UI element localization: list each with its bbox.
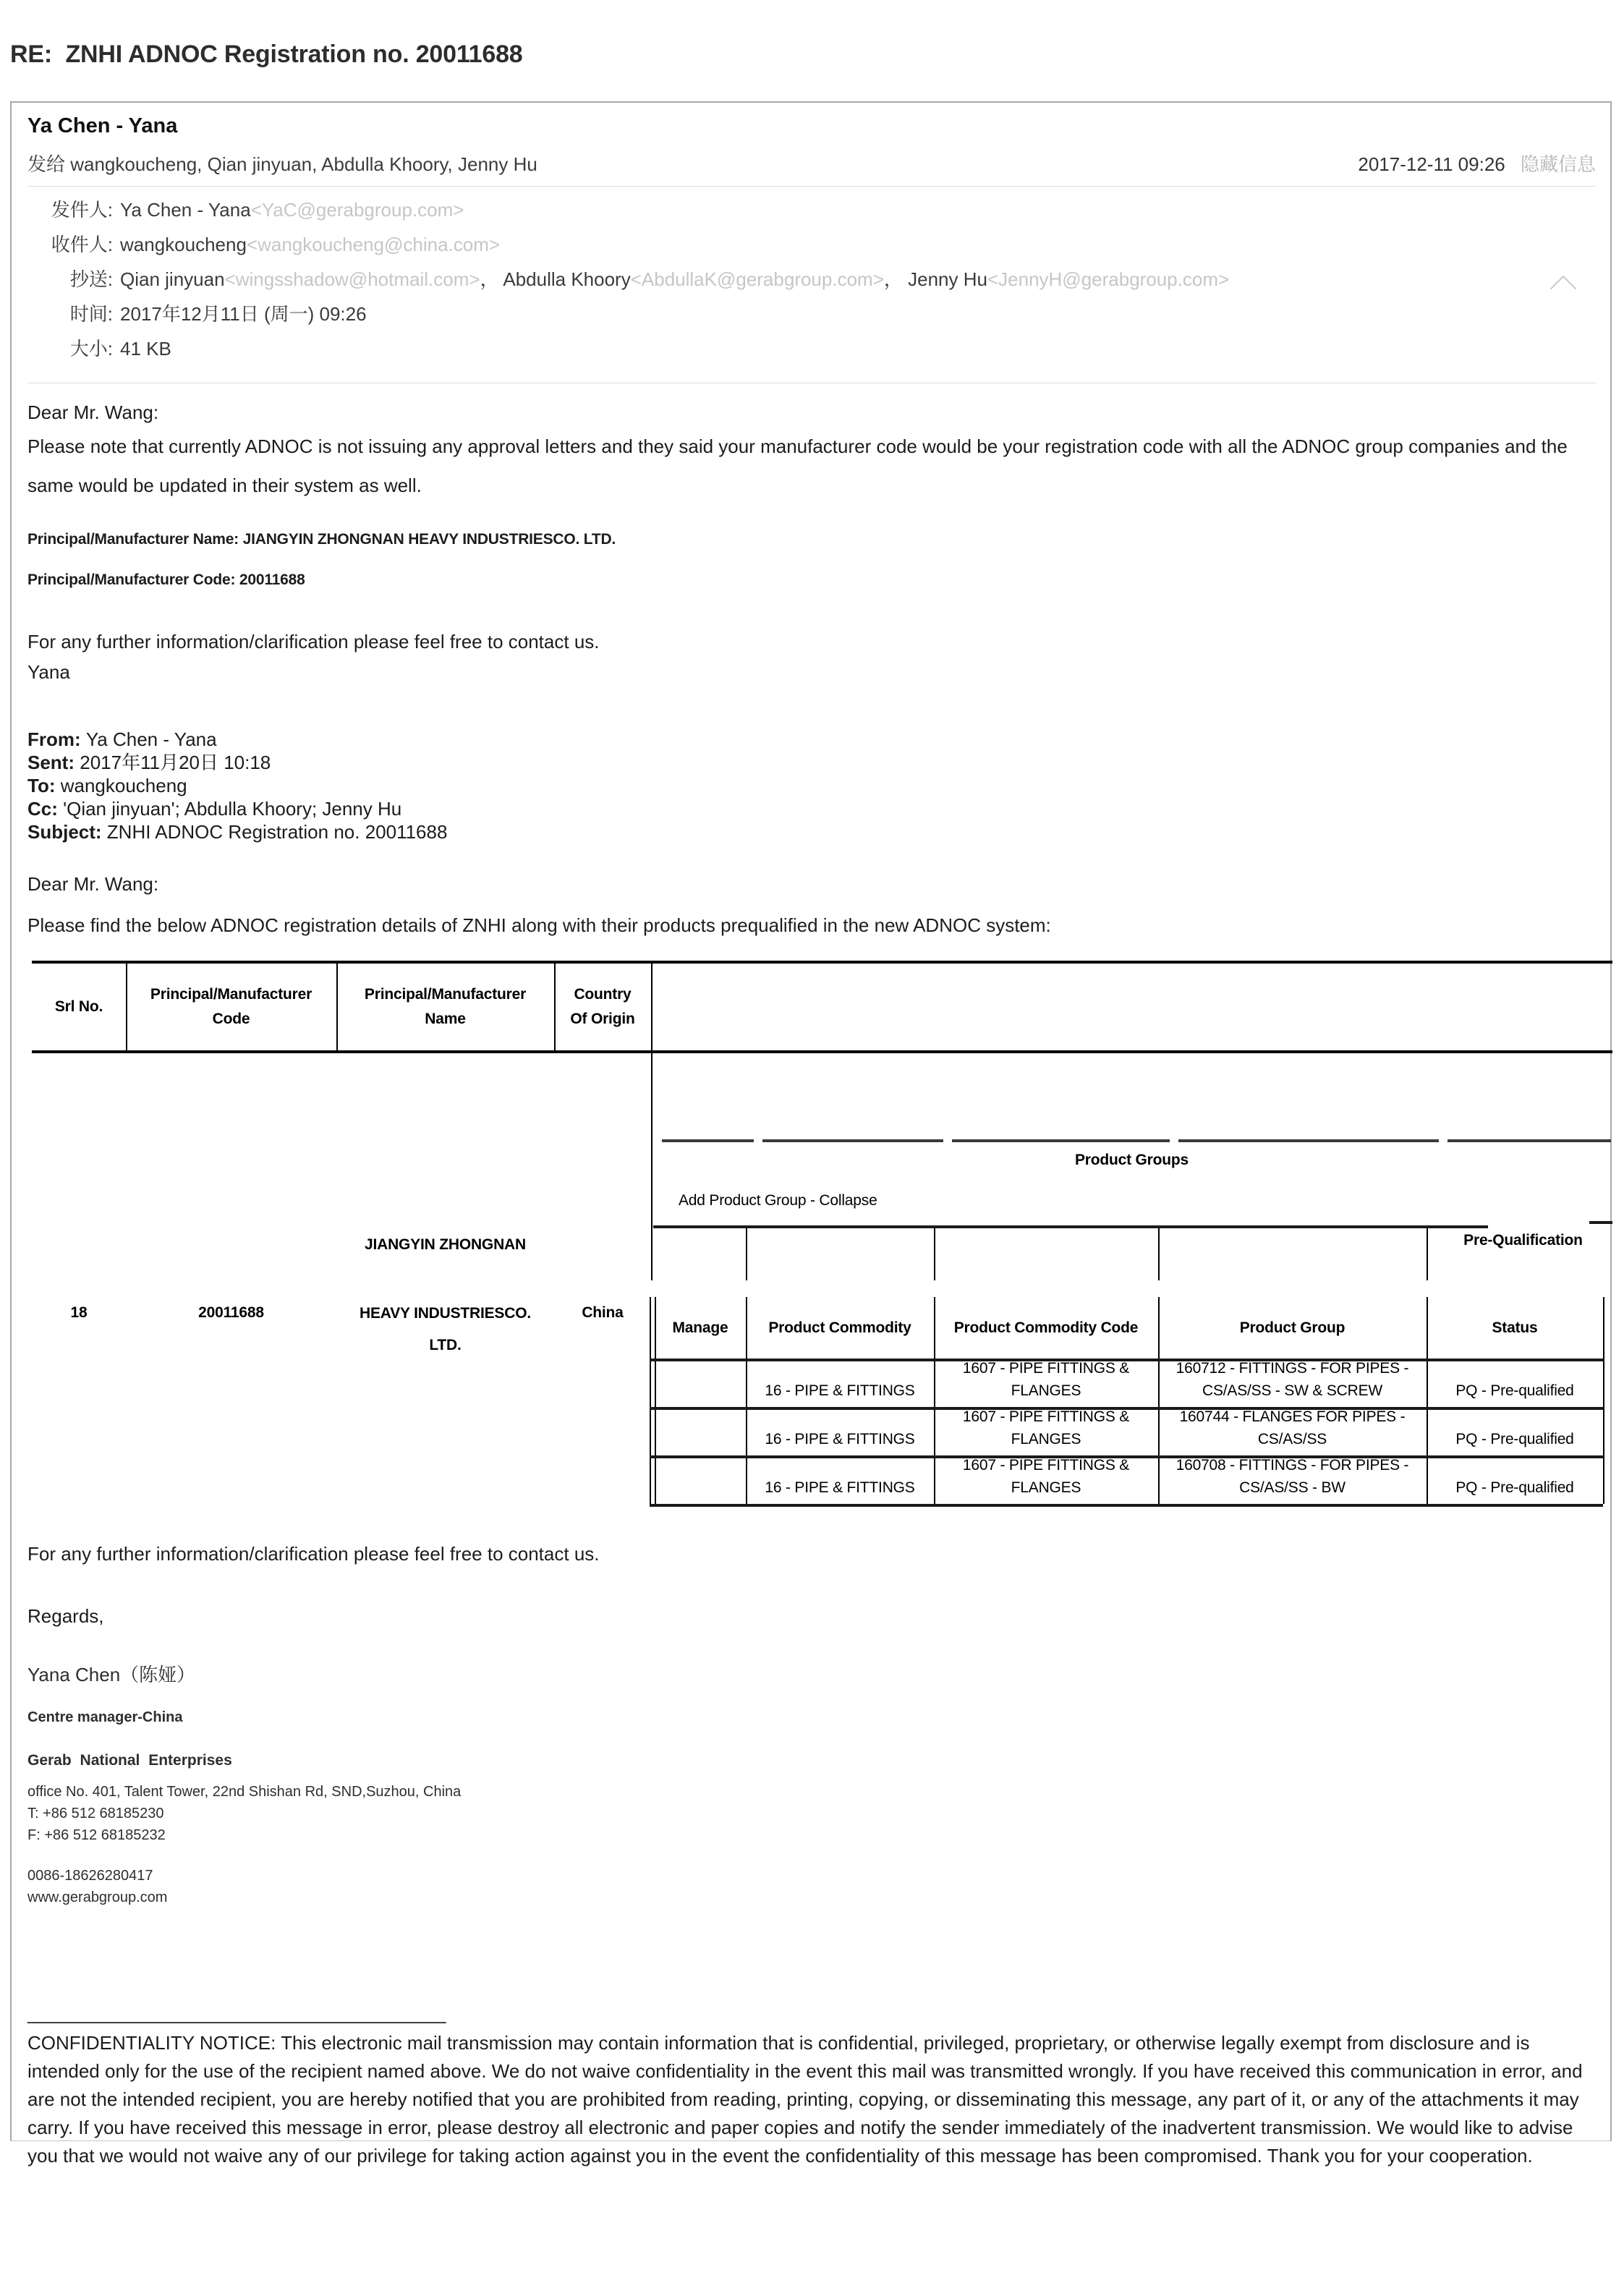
quoted-header <box>27 728 1596 843</box>
subheader-product-commodity: Product Commodity <box>768 1319 911 1336</box>
signature-name: Yana Chen（陈娅） <box>27 1664 196 1685</box>
subheader-product-group: Product Group <box>1239 1319 1345 1336</box>
to-email: <wangkoucheng@china.com> <box>246 234 501 255</box>
from-value <box>120 192 464 227</box>
cc-name-1: Qian jinyuan <box>120 268 225 290</box>
from-name: Ya Chen - Yana <box>120 199 251 221</box>
row-srl-value: 18 <box>70 1304 88 1321</box>
cell-product-commodity: 16 - PIPE & FITTINGS <box>765 1431 915 1447</box>
pre-qualification-header: Pre-Qualification <box>1463 1232 1583 1249</box>
signature-website[interactable]: www.gerabgroup.com <box>27 1889 168 1905</box>
meta-from-row <box>27 192 1596 227</box>
to-meta-label: 收件人: <box>51 234 113 255</box>
quoted-from-value: Ya Chen - Yana <box>85 728 217 750</box>
cell-product-commodity-code: 1607 - PIPE FITTINGS & FLANGES <box>962 1360 1130 1399</box>
quoted-to-value: wangkoucheng <box>60 775 187 796</box>
size-value: 41 KB <box>120 338 171 360</box>
email-date: 2017-12-11 09:26 <box>1358 153 1505 175</box>
header-manufacturer-code: Principal/Manufacturer Code <box>150 986 313 1027</box>
prequal-top-border <box>1589 1221 1612 1224</box>
from-label: 发件人: <box>51 199 113 221</box>
cc-name-2: Abdulla Khoory <box>503 268 631 290</box>
from-email: <YaC@gerabgroup.com> <box>250 199 464 221</box>
nested-outer-border <box>650 1297 651 1504</box>
header-srl-no: Srl No. <box>54 998 103 1015</box>
nested-col-sep <box>1427 1228 1428 1280</box>
subheader-status: Status <box>1492 1319 1538 1336</box>
col-sep <box>651 964 652 1050</box>
meta-to-row <box>27 227 1596 262</box>
nested-col-sep <box>746 1228 747 1280</box>
quoted-subject <box>27 820 1596 843</box>
dashed-border-segment <box>952 1139 1170 1142</box>
row-name-value: HEAVY INDUSTRIESCO. LTD. <box>360 1305 531 1353</box>
cc-name-3: Jenny Hu <box>908 268 987 290</box>
confidentiality-notice: CONFIDENTIALITY NOTICE: This electronic mail transmission may contain information that is confidential, privileged, proprietary, or otherwise legally exempt from disclosure and is intended only for the use of the recipient named above. We do not waive confidentiality in the event this mail was transmitted wrongly. If you have received this communication in error, and are not the intended recipient, you are hereby notified that you are prohibited from reading, printing, copying, or disseminating this message, any part of it, or any of the attachments it may carry. If you have received this message in error, please destroy all electronic and paper copies and notify the sender immediately of the inadvertent transmission. We would like to advise you that we would not waive any of our privilege for taking action against you in the event the confidentiality of this message has been compromised. Thank you for your cooperation. <box>27 2032 1583 2167</box>
dashed-border-segment <box>662 1139 754 1142</box>
quoted-sent <box>27 751 1596 774</box>
time-value: 2017年12月11日 (周一) 09:26 <box>120 303 367 325</box>
add-product-group-link[interactable]: Add Product Group - Collapse <box>679 1192 877 1209</box>
registration-table <box>32 961 1612 1507</box>
meta-time-row <box>27 297 1596 331</box>
meta-size-row <box>27 331 1596 366</box>
signature-company: Gerab National Enterprises <box>27 1752 232 1769</box>
cc-label: 抄送: <box>69 268 113 290</box>
greeting: Dear Mr. Wang: <box>27 401 159 423</box>
row-country-value: China <box>582 1304 624 1321</box>
table-header-bottom-border <box>32 1050 1612 1053</box>
quoted-greeting: Dear Mr. Wang: <box>27 873 159 895</box>
cell-status: PQ - Pre-qualified <box>1455 1431 1574 1447</box>
hide-info-link[interactable]: 隐藏信息 <box>1520 153 1596 175</box>
table-intro: Please find the below ADNOC registration details of ZNHI along with their products prequalified in the new ADNOC system: <box>27 914 1051 936</box>
cell-product-group: 160712 - FITTINGS - FOR PIPES - CS/AS/SS - SW & SCREW <box>1176 1360 1409 1399</box>
contact-line-2: For any further information/clarification please feel free to contact us. <box>27 1543 600 1565</box>
dashed-border-segment <box>1178 1139 1439 1142</box>
manufacturer-name-top: JIANGYIN ZHONGNAN <box>365 1236 526 1253</box>
header-country-of-origin: Country Of Origin <box>570 986 635 1027</box>
quoted-subject-value: ZNHI ADNOC Registration no. 20011688 <box>106 821 448 843</box>
nested-col-sep <box>1158 1228 1160 1280</box>
subheader-product-commodity-code: Product Commodity Code <box>953 1319 1139 1336</box>
quoted-from-label: From: <box>27 728 86 750</box>
signature-mobile: 0086-18626280417 <box>27 1868 153 1884</box>
dashed-border-segment <box>762 1139 943 1142</box>
cell-status: PQ - Pre-qualified <box>1455 1382 1574 1399</box>
header-manufacturer-name: Principal/Manufacturer Name <box>364 986 527 1027</box>
quoted-subject-label: Subject: <box>27 821 107 843</box>
cc-email-3: <JennyH@gerabgroup.com> <box>987 268 1230 290</box>
quoted-from <box>27 728 1596 751</box>
to-name: wangkoucheng <box>120 234 247 255</box>
regards: Regards, <box>27 1605 104 1627</box>
body-paragraph: Please note that currently ADNOC is not issuing any approval letters and they said your manufacturer code would be your registration code with all the ADNOC group companies and the same would be updated in their system as well. <box>27 435 1568 496</box>
quoted-sent-label: Sent: <box>27 752 80 773</box>
cc-value <box>120 262 1229 297</box>
manufacturer-name-line: Principal/Manufacturer Name: JIANGYIN ZHONGNAN HEAVY INDUSTRIESCO. LTD. <box>27 531 616 548</box>
cell-product-commodity: 16 - PIPE & FITTINGS <box>765 1479 915 1496</box>
row-code-value: 20011688 <box>198 1304 264 1321</box>
recipients-line <box>27 150 537 177</box>
recipient-names: wangkoucheng, Qian jinyuan, Abdulla Khoory, Jenny Hu <box>70 153 537 175</box>
meta-cc-row <box>27 262 1596 297</box>
recipients-row <box>27 150 1596 177</box>
quoted-to <box>27 774 1596 797</box>
product-groups-title: Product Groups <box>1074 1152 1189 1168</box>
cell-product-commodity-code: 1607 - PIPE FITTINGS & FLANGES <box>962 1457 1130 1496</box>
to-label: 发给 <box>27 153 71 175</box>
subheader-manage: Manage <box>672 1319 728 1336</box>
cell-product-commodity: 16 - PIPE & FITTINGS <box>765 1382 915 1399</box>
to-value <box>120 227 500 262</box>
signature-job-title: Centre manager-China <box>27 1709 183 1725</box>
quoted-cc-value: 'Qian jinyuan'; Abdulla Khoory; Jenny Hu <box>63 798 402 820</box>
signature-tel: T: +86 512 68185230 <box>27 1806 164 1821</box>
sender-name: Ya Chen - Yana <box>27 114 178 137</box>
meta-block <box>27 187 1596 373</box>
contact-line: For any further information/clarification please feel free to contact us. <box>27 631 600 652</box>
quoted-cc <box>27 797 1596 820</box>
signature-separator: ________________________________________ <box>27 2002 446 2024</box>
cell-product-commodity-code: 1607 - PIPE FITTINGS & FLANGES <box>962 1408 1130 1447</box>
time-label: 时间: <box>69 303 113 325</box>
nested-right-border <box>1603 1297 1604 1504</box>
cc-email-1: <wingsshadow@hotmail.com> <box>224 268 480 290</box>
size-label: 大小: <box>69 338 113 360</box>
cc-separator: ， <box>480 268 503 290</box>
signoff-short: Yana <box>27 661 70 683</box>
cc-separator: ， <box>883 268 909 290</box>
nested-col-sep <box>934 1228 935 1280</box>
quoted-sent-value: 2017年11月20日 10:18 <box>80 752 271 773</box>
email-card <box>10 101 1612 2167</box>
cell-product-group: 160708 - FITTINGS - FOR PIPES - CS/AS/SS - BW <box>1176 1457 1409 1496</box>
quoted-to-label: To: <box>27 775 61 796</box>
cell-status: PQ - Pre-qualified <box>1455 1479 1574 1496</box>
nested-bottom-border <box>650 1504 1603 1507</box>
manufacturer-code-line: Principal/Manufacturer Code: 20011688 <box>27 571 305 588</box>
signature-fax: F: +86 512 68185232 <box>27 1827 166 1843</box>
cc-email-2: <AbdullaK@gerabgroup.com> <box>630 268 884 290</box>
quoted-cc-label: Cc: <box>27 798 64 820</box>
signature-address: office No. 401, Talent Tower, 22nd Shishan Rd, SND,Suzhou, China <box>27 1784 462 1800</box>
cell-product-group: 160744 - FLANGES FOR PIPES - CS/AS/SS <box>1179 1408 1406 1447</box>
page-title: RE: ZNHI ADNOC Registration no. 20011688 <box>10 41 523 68</box>
nested-table-top-border <box>653 1225 1488 1228</box>
dashed-border-segment <box>1447 1139 1611 1142</box>
